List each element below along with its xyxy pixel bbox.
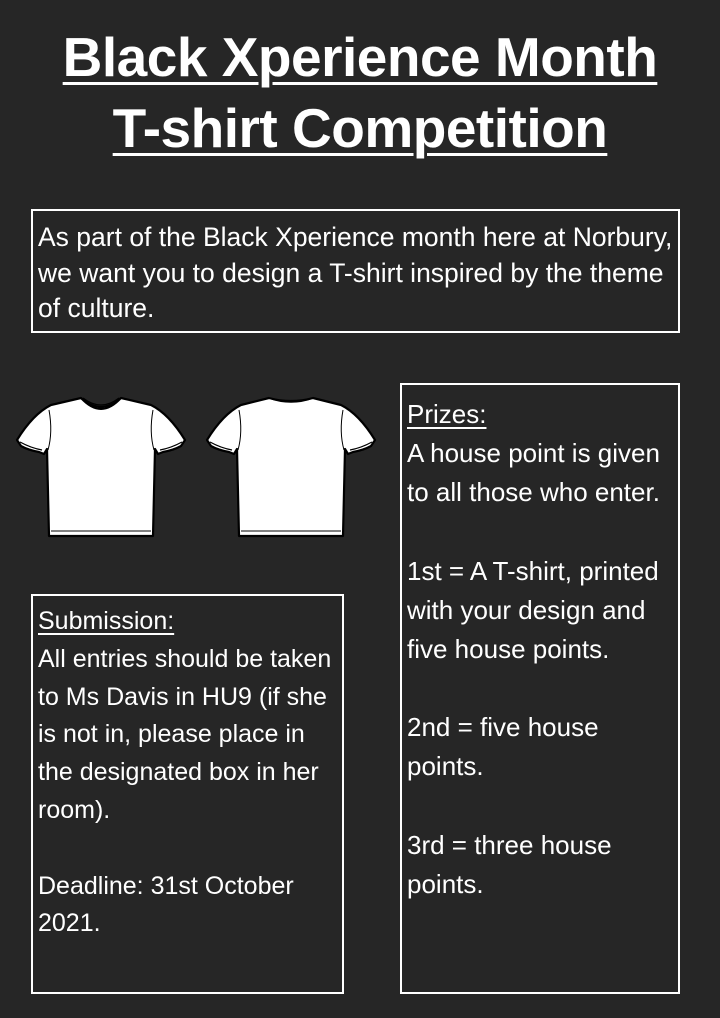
title-line-2: T-shirt Competition bbox=[112, 97, 608, 159]
title-line-1: Black Xperience Month bbox=[62, 26, 658, 88]
tshirt-front-icon bbox=[11, 392, 191, 544]
prize-second: 2nd = five house points. bbox=[407, 712, 599, 782]
submission-heading: Submission: bbox=[38, 607, 175, 635]
prizes-box bbox=[400, 383, 680, 994]
intro-text: As part of the Black Xperience month here at Norbury, we want you to design a T-shirt inspired by the theme of culture. bbox=[38, 222, 673, 323]
prizes-heading: Prizes: bbox=[407, 399, 487, 429]
prize-first: 1st = A T-shirt, printed with your design and five house points. bbox=[407, 555, 659, 665]
submission-instructions: All entries should be taken to Ms Davis in HU9 (if she is not in, please place in the designated box in her room). bbox=[38, 644, 332, 824]
intro-box bbox=[31, 209, 680, 333]
submission-deadline: Deadline: 31st October 2021. bbox=[38, 871, 294, 938]
page-title bbox=[0, 22, 720, 164]
tshirt-back-icon bbox=[201, 392, 381, 544]
prize-all-entrants: A house point is given to all those who enter. bbox=[407, 438, 660, 508]
prize-third: 3rd = three house points. bbox=[407, 829, 612, 899]
submission-box bbox=[31, 594, 344, 994]
